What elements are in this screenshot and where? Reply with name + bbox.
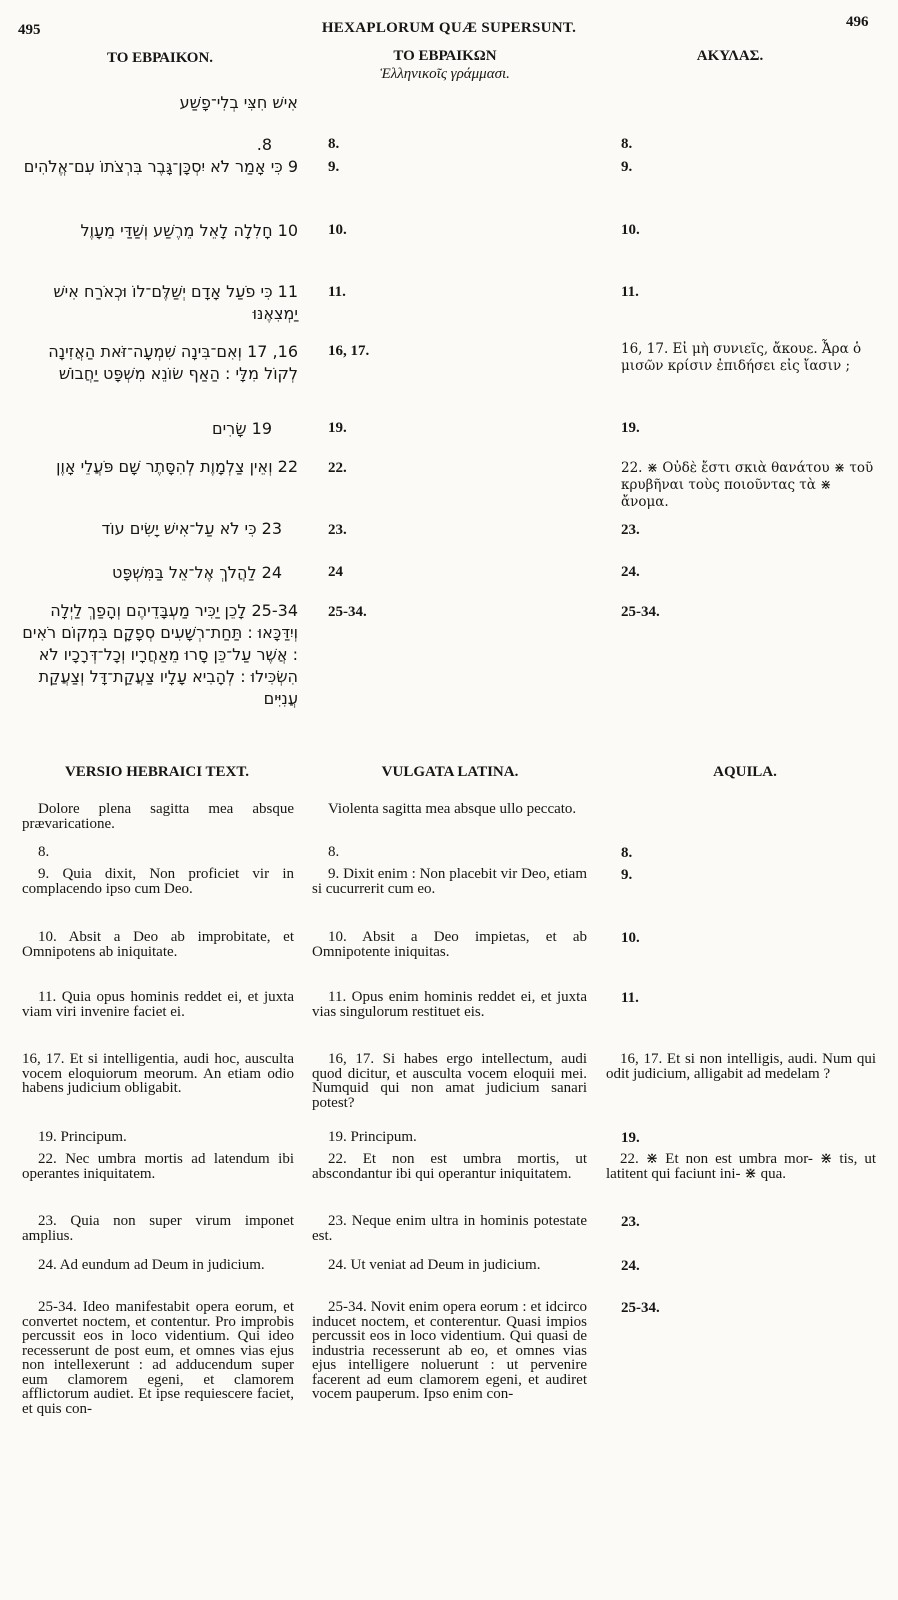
versio-row-22: 22. Nec umbra mortis ad latendum ibi operantes iniquitatem. [22, 1151, 294, 1182]
versio-row-8: 8. [38, 844, 50, 860]
aquila-latin-row-16-17: 16, 17. Et si non intelligis, audi. Num qui odit judicium, alligabit ad medelam ? [606, 1051, 876, 1082]
aquila-latin-row-22: 22. ⋇ Et non est umbra mor- ⋇ tis, ut latitent qui faciunt ini- ⋇ qua. [606, 1151, 876, 1182]
translit-row-24: 24 [328, 564, 343, 580]
aquila-greek-row-25-34: 25-34. [621, 604, 660, 620]
translit-row-25-34: 25-34. [328, 604, 367, 620]
aquila-latin-row-10: 10. [621, 930, 640, 946]
header-hebrew: ΤΟ ΕΒΡΑΙΚΟΝ. [106, 50, 214, 66]
translit-row-22: 22. [328, 460, 347, 476]
aquila-latin-row-23: 23. [621, 1214, 640, 1230]
aquila-greek-row-24: 24. [621, 564, 640, 580]
hebrew-row-22: 22 וְאֵין צַלְמָוֶת לְהִסָּתֶר שָׁם פֹּעֲלֵי אָוֶן [56, 457, 298, 476]
hebrew-row-10: 10 חָלִלָה לָאֵל מֵרֶשַׁע וְשַׁדַּי מֵעָוֶל [80, 221, 298, 240]
aquila-greek-row-10: 10. [621, 222, 640, 238]
translit-row-11: 11. [328, 284, 346, 300]
header-aquila-greek: ΑΚΥΛΑΣ. [696, 48, 764, 64]
vulgata-row-10: 10. Absit a Deo impietas, et ab Omnipotente iniquitas. [312, 929, 587, 960]
versio-row-11: 11. Quia opus hominis reddet ei, et juxta viam viri invenire faciet ei. [22, 989, 294, 1020]
vulgata-row-23: 23. Neque enim ultra in hominis potestate est. [312, 1213, 587, 1244]
hebrew-verse-line: אִישׁ חִצִּי בְלִי־פָשַׁע [179, 93, 298, 112]
vulgata-row-16-17: 16, 17. Si habes ergo intellectum, audi quod dicitur, et ausculta vocem eloquii mei. Numquid qui non amat judicium sanari potest? [312, 1051, 587, 1111]
versio-row-25-34: 25-34. Ideo manifestabit opera eorum, et convertet noctem, et contentur. Pro improbis percussit eos in loco videntium. Qui ideo recesserunt de post eum, et omnes vias ejus non intellexerunt : ad adducendum super eum clamorem egeni, et clamorem afflictorum audiet. Et ipse requiescere faciet, et quis con- [22, 1299, 294, 1417]
vulgata-row-24: 24. Ut veniat ad Deum in judicium. [328, 1257, 541, 1273]
hebrew-row-16-17: 16, 17 וְאִם־בִּינָה שִׁמְעָה־זֹּאת הַאֲזִינָה לְקוֹל מִלָּי : הַאַף שׂוֹנֵא מִשְׁפָּט יַחֲבוֹשׁ [48, 342, 298, 383]
hebrew-row-8: 8. [256, 135, 272, 154]
translit-row-19: 19. [328, 420, 347, 436]
page-number-right: 496 [846, 14, 869, 30]
versio-row-10: 10. Absit a Deo ab improbitate, et Omnipotens ab iniquitate. [22, 929, 294, 960]
versio-row-9: 9. Quia dixit, Non proficiet vir in complacendo ipso cum Deo. [22, 866, 294, 897]
aquila-greek-row-22: 22. ⋇ Οὐδὲ ἔστι σκιὰ θανάτου ⋇ τοῦ κρυβῆναι τοὺς ποιοῦντας τὰ ⋇ ἄνομα. [621, 460, 874, 510]
running-title: HEXAPLORUM QUÆ SUPERSUNT. [321, 20, 577, 36]
aquila-greek-row-11: 11. [621, 284, 639, 300]
aquila-latin-row-24: 24. [621, 1258, 640, 1274]
versio-row-24: 24. Ad eundum ad Deum in judicium. [38, 1257, 265, 1273]
vulgata-row-9: 9. Dixit enim : Non placebit vir Deo, etiam si cucurrerit cum eo. [312, 866, 587, 897]
translit-row-10: 10. [328, 222, 347, 238]
header-transliteration: ΤΟ ΕΒΡΑΙΚΩΝ [393, 48, 497, 64]
header-transliteration-sub: Ἑλληνικοῖς γράμμασι. [380, 66, 510, 82]
vulgata-row-22: 22. Et non est umbra mortis, ut abscondantur ibi qui operantur iniquitatem. [312, 1151, 587, 1182]
aquila-latin-row-8: 8. [621, 845, 633, 861]
hebrew-row-24: 24 לַהֲלֹךְ אֶל־אֵל בַּמִּשְׁפָּט [111, 563, 282, 582]
aquila-latin-row-11: 11. [621, 990, 639, 1006]
versio-row-16-17: 16, 17. Et si intelligentia, audi hoc, ausculta vocem eloquiorum meorum. An etiam odio habens judicium obligabit. [22, 1051, 294, 1096]
header-aquila-latin: AQUILA. [713, 764, 777, 780]
aquila-greek-row-9: 9. [621, 159, 633, 175]
hebrew-row-25-34: 25-34 לָכֵן יַכִּיר מַעְבָּדֵיהֶם וְהָפַךְ לַיְלָה וְיִדַּכָּאוּ : תַּחַת־רְשָׁעִים סְפָקָם בִּמְקוֹם רֹאִים : אֲשֶׁר עַל־כֵּן סָרוּ מֵאַחֲרָיו וְכָל־דְּרָכָיו לֹא הִשְׂכִּילוּ : לְהָבִיא עָלָיו צַעֲקַת־דָּל וְצַעֲקַת עֲנִיִּים [22, 601, 298, 708]
versio-row-23: 23. Quia non super virum imponet amplius. [22, 1213, 294, 1244]
versio-row-19: 19. Principum. [38, 1129, 127, 1145]
aquila-latin-row-19: 19. [621, 1130, 640, 1146]
vulgata-row-19: 19. Principum. [328, 1129, 417, 1145]
translit-row-8: 8. [328, 136, 340, 152]
hebrew-row-9: 9 כִּי אָמַר לֹא יִסְכָּן־גָּבֶר בִּרְצֹתוֹ עִם־אֱלֹהִים [23, 157, 298, 176]
vulgata-row-25-34: 25-34. Novit enim opera eorum : et idcirco inducet noctem, et conterentur. Quasi impios percussit eos in loco videntium. Qui quasi de industria recesserunt ab eo, et omnes vias ejus intelligere noluerunt : ut pervenire facerent ad eum clamorem egeni, et audiret vocem pauperum. Ipso enim con- [312, 1299, 587, 1402]
hebrew-row-11: 11 כִּי פֹעַל אָדָם יְשַׁלֶּם־לוֹ וּכְאֹרַח אִישׁ יַמְצִאֶנּוּ [53, 282, 298, 323]
header-vulgata: VULGATA LATINA. [381, 764, 519, 780]
vulgata-row-1: Violenta sagitta mea absque ullo peccato. [328, 801, 577, 817]
vulgata-row-8: 8. [328, 844, 340, 860]
hebrew-row-19: 19 שָׂרִים [211, 419, 272, 438]
aquila-latin-row-9: 9. [621, 867, 633, 883]
aquila-greek-row-23: 23. [621, 522, 640, 538]
hebrew-row-23: 23 כִּי לֹא עַל־אִישׁ יָשִׂים עוֹד [101, 519, 282, 538]
versio-row-1: Dolore plena sagitta mea absque prævaricatione. [22, 801, 294, 832]
page-number-left: 495 [18, 22, 41, 38]
translit-row-16-17: 16, 17. [328, 343, 370, 359]
translit-row-9: 9. [328, 159, 340, 175]
aquila-latin-row-25-34: 25-34. [621, 1300, 660, 1316]
translit-row-23: 23. [328, 522, 347, 538]
aquila-greek-row-8: 8. [621, 136, 633, 152]
aquila-greek-row-19: 19. [621, 420, 640, 436]
aquila-greek-row-16-17: 16, 17. Εἰ μὴ συνιεῖς, ἄκουε. Ἆρα ὁ μισῶν κρίσιν ἐπιδήσει εἰς ἴασιν ; [621, 341, 862, 374]
vulgata-row-11: 11. Opus enim hominis reddet ei, et juxta vias singulorum restituet eis. [312, 989, 587, 1020]
header-versio: VERSIO HEBRAICI TEXT. [64, 764, 250, 780]
